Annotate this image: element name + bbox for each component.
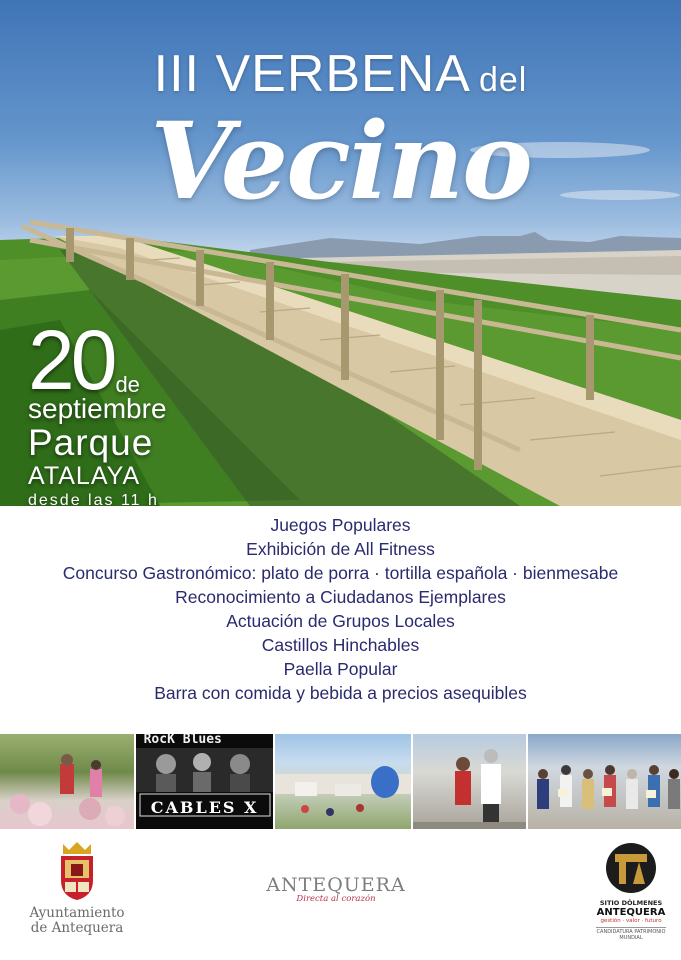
- ayuntamiento-line1: Ayuntamiento: [29, 905, 125, 921]
- activity-item: Concurso Gastronómico: plato de porra · tortilla española · bienmesabe: [62, 563, 619, 583]
- group-diplomas-image: [528, 734, 681, 829]
- band-name: CABLES X: [150, 798, 259, 817]
- dolmen-icon: [605, 842, 657, 894]
- sitio-line4: CANDIDATURA PATRIMONIO MUNDIAL: [596, 929, 666, 941]
- event-place: Parque: [28, 422, 154, 463]
- ayuntamiento-logo: [24, 840, 130, 936]
- activity-item: Exhibición de All Fitness: [246, 539, 435, 559]
- ayuntamiento-line2: de Antequera: [30, 920, 124, 936]
- event-month: septiembre: [28, 393, 167, 424]
- activity-item: Reconocimiento a Ciudadanos Ejemplares: [175, 587, 506, 607]
- activity-item: Barra con comida y bebida a precios asequibles: [154, 683, 527, 703]
- photo-strip: [0, 734, 681, 829]
- sitio-dolmenes-logo: [596, 842, 666, 941]
- photo-band-poster: [136, 734, 274, 829]
- park-fair-image: [275, 734, 411, 829]
- event-date-place: [28, 313, 167, 506]
- activity-item: Actuación de Grupos Locales: [226, 611, 455, 631]
- band-header: RocK Blues: [143, 734, 222, 747]
- dancing-couple-image: [413, 734, 527, 829]
- antequera-brand-logo: [256, 874, 416, 904]
- event-time: desde las 11 h: [28, 492, 159, 506]
- photo-group-diplomas: [528, 734, 681, 829]
- event-day: 20: [28, 313, 114, 407]
- photo-flowers-crowd: [0, 734, 134, 829]
- antequera-wordmark: ANTEQUERA: [266, 874, 406, 896]
- coat-of-arms-icon: [55, 840, 99, 902]
- sitio-line3: gestión · valor · futuro: [600, 918, 662, 924]
- event-de: de: [115, 372, 140, 397]
- sitio-line1: SITIO DÓLMENES: [599, 899, 663, 907]
- activity-item: Castillos Hinchables: [261, 635, 420, 655]
- activity-item: Juegos Populares: [270, 515, 411, 535]
- sitio-line2: ANTEQUERA: [596, 907, 666, 918]
- antequera-tagline: Directa al corazón: [296, 894, 376, 904]
- event-park-name: ATALAYA: [28, 462, 141, 490]
- title-del: del: [478, 61, 528, 99]
- flowers-crowd-image: [0, 734, 134, 829]
- photo-dancing-couple: [413, 734, 527, 829]
- title-vecino: Vecino: [150, 98, 531, 223]
- photo-park-fair: [275, 734, 411, 829]
- activity-item: Paella Popular: [283, 659, 398, 679]
- title-line1: III VERBENA: [153, 45, 471, 103]
- poster-title: [0, 44, 681, 104]
- activities-list: [0, 513, 681, 705]
